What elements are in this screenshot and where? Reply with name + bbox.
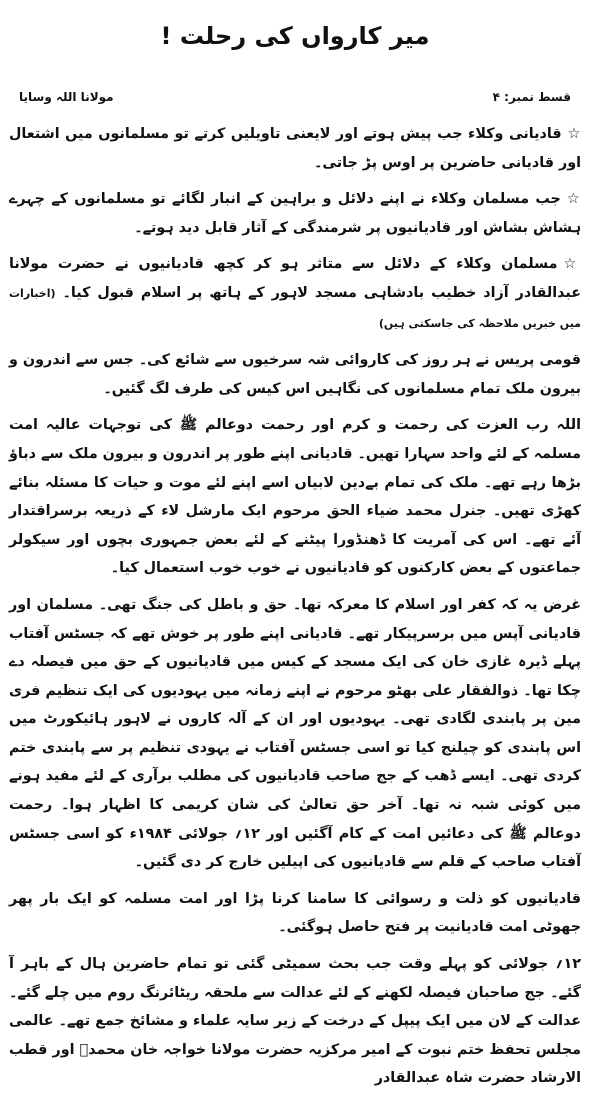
paragraph-note: (اخبارات میں خبریں ملاحظہ کی جاسکتی ہیں) — [9, 286, 581, 330]
episode-number: قسط نمبر: ۴ — [492, 90, 571, 104]
paragraph-text: مسلمان وکلاء کے دلائل سے متاثر ہو کر کچھ قادیانیوں نے حضرت مولانا عبدالقادر آزاد خطیب بادشاہی مسجد لاہور کے ہاتھ پر اسلام قبول کیا۔ — [9, 256, 581, 301]
paragraph-text: قادیانیوں کو ذلت و رسوائی کا سامنا کرنا پڑا اور امت مسلمہ کو ایک بار پھر جھوٹی امت قادیانیت پر فتح حاصل ہوگئی۔ — [9, 890, 581, 936]
paragraph — [9, 591, 581, 877]
star-icon: ☆ — [566, 191, 581, 208]
article-title: میر کارواں کی رحلت ! — [160, 22, 430, 50]
paragraph — [9, 250, 581, 338]
paragraph-text: اللہ رب العزت کی رحمت و کرم اور رحمت دوعالم ﷺ کی توجہات عالیہ امت مسلمہ کے لئے واحد سہارا تھیں۔ قادیانی اپنے طور پر اندرون و بیرون ملک سے دباؤ بڑھا رہے تھے۔ ملک کی تمام بےدین لابیاں اسے اپنے لئے موت و حیات کا مسئلہ بنائے کھڑی تھیں۔ جنرل محمد ضیاء الحق مرحوم ایک مارشل لاء کے ذریعہ برسراقتدار آئے تھے۔ اس کی آمریت کا ڈھنڈورا پیٹنے کے لئے بعض جمہوری بچوں اور سیکولر جماعتوں کے بعض کارکنوں کو قادیانیوں نے خوب خوب استعمال کیا۔ — [9, 417, 581, 577]
star-icon: ☆ — [563, 256, 581, 273]
paragraph — [9, 950, 581, 1093]
paragraph-text: غرض یہ کہ کفر اور اسلام کا معرکہ تھا۔ حق و باطل کی جنگ تھی۔ مسلمان اور قادیانی آپس میں برسرپیکار تھے۔ قادیانی اپنے طور پر خوش تھے کہ جسٹس آفتاب پہلے ڈیرہ غازی خان کی ایک مسجد کے کیس میں قادیانیوں کے حق میں فیصلہ دے چکا تھا۔ ذوالفقار علی بھٹو مرحوم نے اپنے زمانہ میں یہودیوں کی ایک تنظیم فری مین پر پابندی لگادی تھی۔ یہودیوں اور ان کے آلہ کاروں نے لاہور ہائیکورٹ میں اس پابندی کو چیلنج کیا تو اسی جسٹس آفتاب نے یہودی تنظیم پر سے پابندی ختم کردی تھی۔ ایسے ڈھب کے جج صاحب قادیانیوں کی مطلب برآری کے لئے مفید ہونے میں کوئی شبہ نہ تھا۔ آخر حق تعالیٰ کی شان کریمی کا اظہار ہوا۔ رحمت دوعالم ﷺ کی دعائیں امت کے کام آگئیں اور ۱۲؍ جولائی ۱۹۸۴ء کو اسی جسٹس آفتاب صاحب کے قلم سے قادیانیوں کی اپیلیں خارج کر دی گئیں۔ — [9, 596, 582, 871]
paragraph — [9, 185, 581, 242]
paragraph-text: قادیانی وکلاء جب پیش ہوتے اور لایعنی تاویلیں کرتے تو مسلمانوں میں اشتعال اور قادیانی حاضرین پر اوس پڑ جاتی۔ — [9, 126, 581, 171]
paragraph — [9, 120, 581, 177]
author-name: مولانا اللہ وسایا — [19, 90, 114, 104]
paragraph — [9, 411, 581, 583]
article-body — [9, 120, 581, 1093]
paragraph-text: جب مسلمان وکلاء نے اپنے دلائل و براہین کے انبار لگائے تو مسلمانوں کے چہرے ہشاش بشاش اور قادیانیوں پر شرمندگی کے آثار قابل دید ہوتے۔ — [9, 191, 581, 236]
paragraph-text: ۱۲؍ جولائی کو پہلے وقت جب بحث سمیٹی گئی تو تمام حاضرین ہال کے باہر آ گئے۔ جج صاحبان فیصلہ لکھنے کے لئے عدالت سے ملحقہ ریٹائرنگ روم میں چلے گئے۔ عدالت کے لان میں ایک پیپل کے درخت کے زیر سایہ علماء و مشائخ جمع تھے۔ عالمی مجلس تحفظ ختم نبوت کے امیر مرکزیہ حضرت مولانا خواجہ خان محمدؒ اور قطب الارشاد حضرت شاہ عبدالقادر — [9, 956, 581, 1087]
article-meta — [9, 82, 581, 112]
paragraph — [9, 885, 581, 942]
paragraph-text: قومی پریس نے ہر روز کی کاروائی شہ سرخیوں سے شائع کی۔ جس سے اندرون و بیرون ملک تمام مسلمانوں کی نگاہیں اس کیس کی طرف لگ گئیں۔ — [9, 352, 581, 397]
star-icon: ☆ — [567, 126, 581, 142]
paragraph — [9, 346, 581, 403]
